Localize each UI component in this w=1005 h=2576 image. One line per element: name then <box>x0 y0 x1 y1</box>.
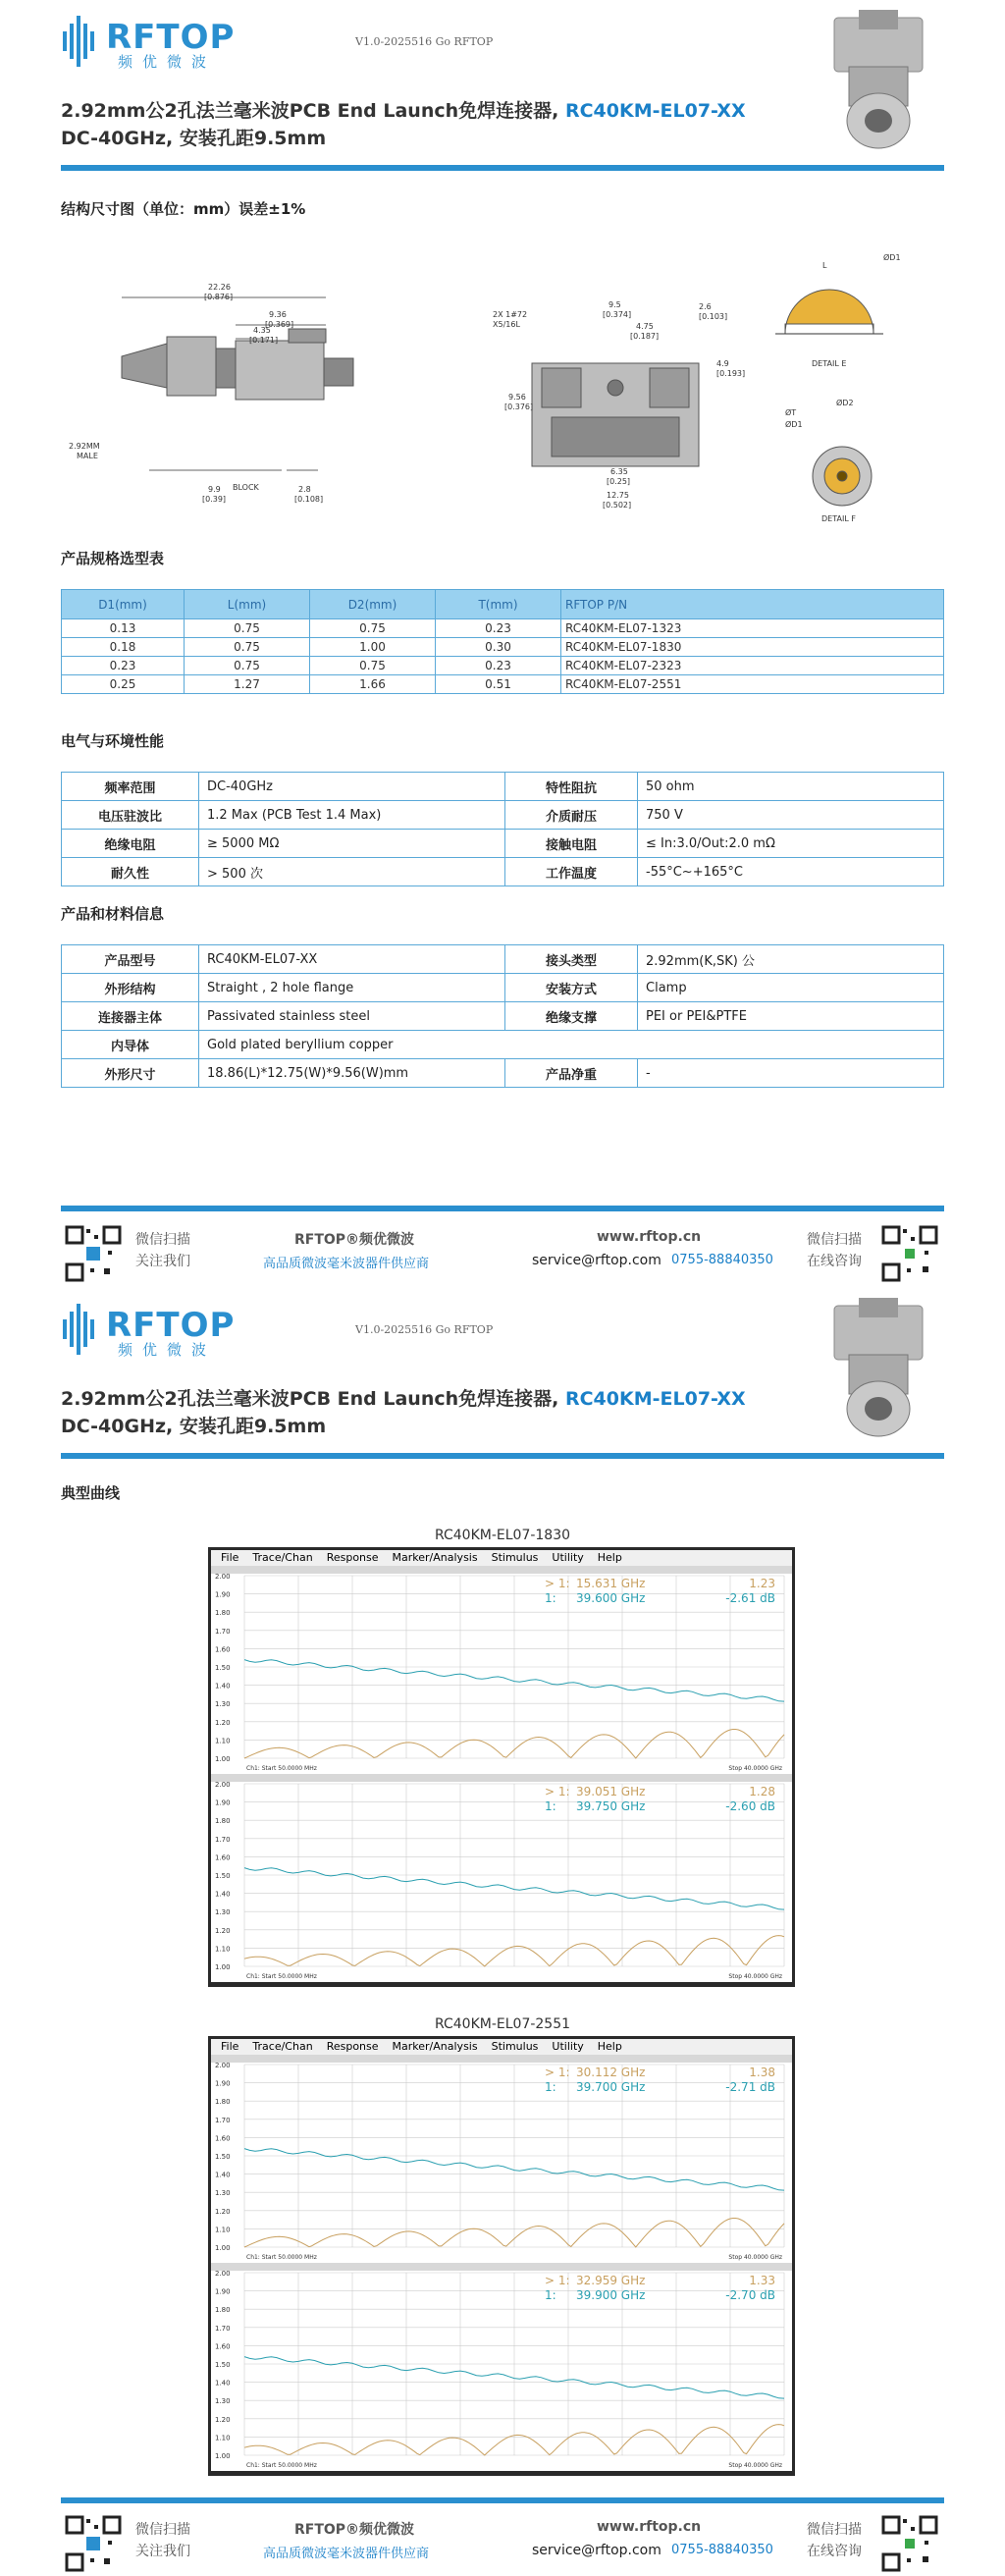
detail-f-view <box>813 447 872 506</box>
menu-file: File <box>221 1551 239 1564</box>
dim-text: [0.108] <box>294 495 324 504</box>
dim-text: ØT <box>785 408 797 417</box>
qr-code-icon[interactable] <box>881 1225 938 1282</box>
y-tick-label: 1.70 <box>215 1627 231 1636</box>
start-frequency: Ch1: Start 50.0000 MHz <box>246 1973 317 1980</box>
y-tick-label: 2.00 <box>215 2062 231 2069</box>
dim-text: 22.26 <box>208 283 231 292</box>
marker-value: -2.60 dB <box>725 1799 775 1813</box>
electrical-heading: 电气与环境性能 <box>61 732 165 750</box>
table-row: 0.25 1.27 1.66 0.51 RC40KM-EL07-2551 <box>62 675 944 694</box>
email-link[interactable]: service@rftop.com <box>532 2543 661 2558</box>
y-tick-label: 1.50 <box>215 2361 231 2369</box>
panel-strip <box>211 2263 792 2271</box>
dim-text: [0.171] <box>249 336 279 345</box>
marker-frequency: 39.750 GHz <box>576 1799 646 1813</box>
vna-panel <box>211 2055 792 2263</box>
y-tick-label: 1.20 <box>215 2415 231 2424</box>
y-tick-label: 1.40 <box>215 2379 231 2388</box>
page-title: 2.92mm公2孔法兰毫米波PCB End Launch免焊连接器, RC40KM-EL07-XX <box>61 100 746 122</box>
logo-text: RFTOP <box>106 1306 236 1345</box>
y-tick-label: 1.30 <box>215 2397 231 2406</box>
menu-utility: Utility <box>552 2040 584 2053</box>
phone-number: 0755-88840350 <box>671 2543 773 2557</box>
dim-text: 6.35 <box>610 467 628 476</box>
materials-heading: 产品和材料信息 <box>61 905 165 923</box>
table-row: 内导体 Gold plated beryllium copper <box>62 1031 944 1059</box>
dim-text: [0.187] <box>630 332 660 341</box>
dim-text: 9.9 <box>208 485 221 494</box>
table-row: 外形结构 Straight , 2 hole flange 安装方式 Clamp <box>62 974 944 1002</box>
part-number: RC40KM-EL07-XX <box>564 100 746 122</box>
footer <box>61 1213 944 1282</box>
y-tick-label: 1.30 <box>215 1700 231 1709</box>
y-tick-label: 1.20 <box>215 1718 231 1727</box>
marker-index: 1: <box>545 1799 556 1813</box>
scan-consult-sub: 在线咨询 <box>807 2544 862 2559</box>
logo-text: RFTOP <box>106 18 236 57</box>
marker-index: > 1: <box>545 2274 570 2287</box>
start-frequency: Ch1: Start 50.0000 MHz <box>246 2254 317 2261</box>
dim-text: 4.9 <box>716 359 729 368</box>
stop-frequency: Stop 40.0000 GHz <box>728 2254 782 2261</box>
selection-heading: 产品规格选型表 <box>61 550 165 567</box>
dim-text: 2.92MM <box>69 442 100 451</box>
marker-value: -2.70 dB <box>725 2288 775 2302</box>
start-frequency: Ch1: Start 50.0000 MHz <box>246 2462 317 2469</box>
dim-text: 4.75 <box>636 322 654 331</box>
vna-menu-bar <box>211 2039 792 2055</box>
y-tick-label: 1.90 <box>215 2079 231 2088</box>
product-image <box>805 8 952 155</box>
dim-text: [0.376] <box>504 402 534 411</box>
dim-text: ØD1 <box>883 253 901 262</box>
y-tick-label: 1.80 <box>215 2306 231 2315</box>
logo-subtitle: 频优微波 <box>118 53 217 71</box>
dim-text: [0.25] <box>607 477 631 486</box>
y-tick-label: 1.30 <box>215 1908 231 1917</box>
marker-frequency: 39.051 GHz <box>576 1785 646 1798</box>
y-tick-label: 1.70 <box>215 2324 231 2333</box>
marker-frequency: 39.700 GHz <box>576 2080 646 2094</box>
menu-help: Help <box>597 2040 622 2053</box>
selection-table <box>61 589 944 694</box>
phone-number: 0755-88840350 <box>671 1253 773 1267</box>
dim-text: BLOCK <box>233 483 259 492</box>
y-tick-label: 1.50 <box>215 2153 231 2161</box>
dim-text: [0.193] <box>716 369 746 378</box>
footer <box>61 2503 944 2572</box>
menu-file: File <box>221 2040 239 2053</box>
dim-text: ØD2 <box>836 399 854 407</box>
dim-text: [0.39] <box>202 495 227 504</box>
y-tick-label: 1.10 <box>215 1737 231 1745</box>
y-tick-label: 1.60 <box>215 1853 231 1862</box>
y-tick-label: 2.00 <box>215 1573 231 1581</box>
menu-trace: Trace/Chan <box>252 1551 313 1564</box>
side-view <box>122 329 353 400</box>
start-frequency: Ch1: Start 50.0000 MHz <box>246 1765 317 1772</box>
scan-consult-label: 微信扫描 <box>807 2522 862 2538</box>
marker-index: > 1: <box>545 2066 570 2079</box>
y-tick-label: 1.70 <box>215 1835 231 1844</box>
marker-frequency: 32.959 GHz <box>576 2274 646 2287</box>
part-number: RC40KM-EL07-XX <box>564 1388 746 1410</box>
materials-table <box>61 944 944 1088</box>
vna-menu-bar <box>211 1550 792 1566</box>
brand-tagline: 高品质微波毫米波器件供应商 <box>263 2547 430 2561</box>
menu-marker: Marker/Analysis <box>392 1551 478 1564</box>
column-header: L(mm) <box>185 590 310 619</box>
scan-consult-label: 微信扫描 <box>807 1232 862 1248</box>
drawing-heading: 结构尺寸图（单位：mm）误差±1% <box>61 200 306 218</box>
header-rule <box>61 165 944 171</box>
stop-frequency: Stop 40.0000 GHz <box>728 1765 782 1772</box>
y-tick-label: 1.20 <box>215 2207 231 2216</box>
y-tick-label: 1.60 <box>215 2342 231 2351</box>
marker-frequency: 39.600 GHz <box>576 1591 646 1605</box>
brand-name: RFTOP®频优微波 <box>294 2522 415 2538</box>
dim-text: [0.103] <box>699 312 728 321</box>
y-tick-label: 1.00 <box>215 1963 231 1971</box>
dim-text: 2X 1#72 <box>493 310 528 319</box>
marker-index: 1: <box>545 2080 556 2094</box>
product-image <box>805 1296 952 1443</box>
table-row: 电压驻波比 1.2 Max (PCB Test 1.4 Max) 介质耐压 750 V <box>62 801 944 830</box>
menu-stimulus: Stimulus <box>491 1551 539 1564</box>
table-row: 绝缘电阻 ≥ 5000 MΩ 接触电阻 ≤ In:3.0/Out:2.0 mΩ <box>62 830 944 858</box>
y-tick-label: 1.90 <box>215 2287 231 2296</box>
dim-text: 4.35 <box>253 326 271 335</box>
page-subtitle: DC-40GHz, 安装孔距9.5mm <box>61 1416 327 1437</box>
marker-value: 1.23 <box>749 1577 775 1590</box>
website-link[interactable]: www.rftop.cn <box>597 2519 702 2535</box>
column-header: D1(mm) <box>62 590 185 619</box>
y-tick-label: 1.80 <box>215 1609 231 1618</box>
y-tick-label: 1.80 <box>215 1817 231 1826</box>
qr-code-icon[interactable] <box>881 2515 938 2572</box>
marker-value: 1.38 <box>749 2066 775 2079</box>
vna-screenshot-1 <box>208 1547 795 1987</box>
dim-text: 9.36 <box>269 310 287 319</box>
version-label: V1.0-2025516 Go RFTOP <box>355 1323 494 1336</box>
vna-panel <box>211 1774 792 1982</box>
y-tick-label: 1.50 <box>215 1664 231 1672</box>
y-tick-label: 1.20 <box>215 1926 231 1935</box>
marker-index: > 1: <box>545 1577 570 1590</box>
y-tick-label: 1.40 <box>215 1890 231 1899</box>
marker-frequency: 30.112 GHz <box>576 2066 646 2079</box>
table-row: 外形尺寸 18.86(L)*12.75(W)*9.56(W)mm 产品净重 - <box>62 1059 944 1088</box>
y-tick-label: 1.00 <box>215 2452 231 2460</box>
y-tick-label: 2.00 <box>215 2270 231 2278</box>
header <box>0 0 1005 167</box>
table-row: 频率范围 DC-40GHz 特性阻抗 50 ohm <box>62 773 944 801</box>
electrical-table <box>61 772 944 886</box>
y-tick-label: 1.10 <box>215 2434 231 2442</box>
detail-label: DETAIL F <box>821 514 856 523</box>
table-row: 0.23 0.75 0.75 0.23 RC40KM-EL07-2323 <box>62 657 944 675</box>
table-row: 连接器主体 Passivated stainless steel 绝缘支撑 PEI or PEI&PTFE <box>62 1002 944 1031</box>
y-tick-label: 1.10 <box>215 1945 231 1954</box>
panel-strip <box>211 1566 792 1574</box>
y-tick-label: 1.40 <box>215 1682 231 1690</box>
page-subtitle: DC-40GHz, 安装孔距9.5mm <box>61 128 327 149</box>
y-tick-label: 1.30 <box>215 2189 231 2198</box>
marker-index: 1: <box>545 2288 556 2302</box>
y-tick-label: 1.90 <box>215 1590 231 1599</box>
detail-e-view <box>775 290 883 334</box>
dim-text: [0.502] <box>603 501 632 510</box>
menu-help: Help <box>597 1551 622 1564</box>
chart-title: RC40KM-EL07-1830 <box>434 1528 571 1543</box>
dim-text: 2.6 <box>699 302 712 311</box>
menu-response: Response <box>326 2040 379 2053</box>
y-tick-label: 1.90 <box>215 1798 231 1807</box>
email-link[interactable]: service@rftop.com <box>532 1253 661 1268</box>
marker-frequency: 15.631 GHz <box>576 1577 646 1590</box>
brand-tagline: 高品质微波毫米波器件供应商 <box>263 1257 430 1271</box>
y-tick-label: 1.60 <box>215 1645 231 1654</box>
y-tick-label: 1.80 <box>215 2098 231 2107</box>
y-tick-label: 1.10 <box>215 2226 231 2234</box>
y-tick-label: 1.00 <box>215 2244 231 2252</box>
column-header: T(mm) <box>436 590 561 619</box>
marker-value: 1.28 <box>749 1785 775 1798</box>
menu-response: Response <box>326 1551 379 1564</box>
stop-frequency: Stop 40.0000 GHz <box>728 1973 782 1980</box>
dim-text: [0.374] <box>603 310 632 319</box>
page-2 <box>0 1288 1005 2561</box>
curves-heading: 典型曲线 <box>61 1484 121 1502</box>
vna-panel <box>211 2263 792 2471</box>
marker-value: -2.61 dB <box>725 1591 775 1605</box>
table-row: 0.18 0.75 1.00 0.30 RC40KM-EL07-1830 <box>62 638 944 657</box>
qr-code-icon[interactable] <box>65 1225 122 1282</box>
marker-value: -2.71 dB <box>725 2080 775 2094</box>
y-tick-label: 1.00 <box>215 1755 231 1763</box>
scan-consult-sub: 在线咨询 <box>807 1254 862 1269</box>
dim-text: MALE <box>77 452 98 460</box>
table-row: 0.13 0.75 0.75 0.23 RC40KM-EL07-1323 <box>62 619 944 638</box>
vna-screenshot-2 <box>208 2036 795 2476</box>
scan-follow-sub: 关注我们 <box>135 1254 190 1269</box>
table-row: 产品型号 RC40KM-EL07-XX 接头类型 2.92mm(K,SK) 公 <box>62 945 944 974</box>
scan-follow-label: 微信扫描 <box>135 1232 190 1248</box>
header-rule <box>61 1453 944 1459</box>
dim-text: L <box>822 261 827 270</box>
y-tick-label: 1.50 <box>215 1872 231 1880</box>
table-row: 耐久性 > 500 次 工作温度 -55°C~+165°C <box>62 858 944 886</box>
menu-utility: Utility <box>552 1551 584 1564</box>
chart-title: RC40KM-EL07-2551 <box>434 2016 571 2032</box>
version-label: V1.0-2025516 Go RFTOP <box>355 35 494 48</box>
column-header: RFTOP P/N <box>561 590 944 619</box>
dim-text: [0.369] <box>265 320 294 329</box>
dim-text: X5/16L <box>493 320 520 329</box>
stop-frequency: Stop 40.0000 GHz <box>728 2462 782 2469</box>
y-tick-label: 1.40 <box>215 2171 231 2179</box>
dim-text: 9.56 <box>508 393 526 402</box>
page-title: 2.92mm公2孔法兰毫米波PCB End Launch免焊连接器, RC40KM-EL07-XX <box>61 1388 746 1410</box>
dimension-drawing <box>61 231 944 525</box>
column-header: D2(mm) <box>310 590 436 619</box>
detail-label: DETAIL E <box>812 359 847 368</box>
scan-follow-label: 微信扫描 <box>135 2522 190 2538</box>
page-1 <box>0 0 1005 1271</box>
website-link[interactable]: www.rftop.cn <box>597 1229 702 1245</box>
marker-index: > 1: <box>545 1785 570 1798</box>
table-header-row <box>62 590 944 619</box>
marker-frequency: 39.900 GHz <box>576 2288 646 2302</box>
dim-text: ØD1 <box>785 420 803 429</box>
logo-subtitle: 频优微波 <box>118 1341 217 1359</box>
dim-text: [0.876] <box>204 293 234 301</box>
dim-text: 9.5 <box>608 300 621 309</box>
dim-text: 12.75 <box>607 491 629 500</box>
panel-strip <box>211 2055 792 2063</box>
footer-rule <box>61 1206 944 1211</box>
scan-follow-sub: 关注我们 <box>135 2544 190 2559</box>
y-tick-label: 2.00 <box>215 1781 231 1789</box>
marker-value: 1.33 <box>749 2274 775 2287</box>
y-tick-label: 1.60 <box>215 2134 231 2143</box>
front-view <box>532 363 699 466</box>
dim-text: 2.8 <box>298 485 311 494</box>
qr-code-icon[interactable] <box>65 2515 122 2572</box>
vna-panel <box>211 1566 792 1774</box>
menu-marker: Marker/Analysis <box>392 2040 478 2053</box>
header <box>0 1288 1005 1455</box>
y-tick-label: 1.70 <box>215 2116 231 2124</box>
panel-strip <box>211 1774 792 1782</box>
brand-name: RFTOP®频优微波 <box>294 1232 415 1248</box>
marker-index: 1: <box>545 1591 556 1605</box>
menu-stimulus: Stimulus <box>491 2040 539 2053</box>
menu-trace: Trace/Chan <box>252 2040 313 2053</box>
